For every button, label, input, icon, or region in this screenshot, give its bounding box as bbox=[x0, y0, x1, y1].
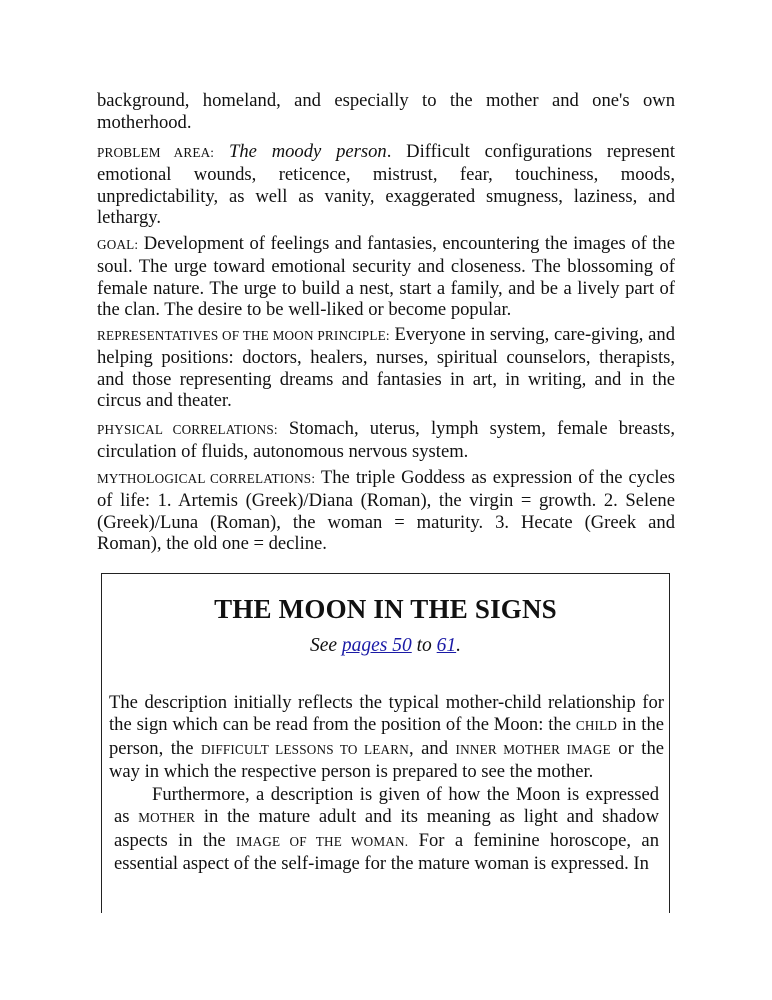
see-text: See bbox=[309, 635, 337, 656]
goal-label: GOAL: bbox=[97, 237, 139, 252]
paragraph-goal bbox=[97, 233, 675, 321]
problem-area-label: PROBLEM AREA: bbox=[97, 145, 215, 160]
moon-in-signs-box bbox=[101, 573, 670, 913]
physical-correlations-label: PHYSICAL CORRELATIONS: bbox=[97, 422, 278, 437]
paragraph-text: . Difficult configurations represent emotional wounds, reticence, mistrust, fear, touchiness, moods, unpredictability, as well as vanity, exaggerated smugness, laziness, and lethargy. bbox=[97, 141, 676, 229]
representatives-label: REPRESENTATIVES OF THE MOON PRINCIPLE: bbox=[97, 328, 390, 343]
text-run: in the person, the bbox=[109, 714, 665, 759]
paragraph-text: background, homeland, and especially to the mother and one's own motherhood. bbox=[97, 90, 675, 133]
text-run: , and bbox=[408, 737, 448, 759]
moody-person-heading: The moody person bbox=[229, 141, 387, 162]
pages-50-link[interactable]: pages 50 bbox=[341, 635, 412, 656]
inner-mother-image-term: INNER MOTHER IMAGE bbox=[455, 741, 611, 757]
box-paragraph-1 bbox=[109, 692, 664, 783]
paragraph-problem-area bbox=[97, 141, 675, 229]
paragraph-mythological bbox=[97, 467, 675, 555]
text-run: The description initially reflects the typical mother-child relationship for the sign which can be read from the position of the Moon: the bbox=[109, 692, 664, 736]
mythological-correlations-label: MYTHOLOGICAL CORRELATIONS: bbox=[97, 471, 316, 486]
text-run: or the way in which the respective person is prepared to see the mother. bbox=[109, 737, 665, 782]
paragraph-text: The triple Goddess as expression of the cycles of life: 1. Artemis (Greek)/Diana (Roman), the virgin = growth. 2. Selene (Greek)/Luna (Roman), the woman = maturity. 3. Hecate (Greek and Roman), the old one = decline. bbox=[97, 467, 676, 555]
paragraph-representatives bbox=[97, 324, 675, 412]
text-run: in the mature adult and its meaning as light and shadow aspects in the bbox=[114, 806, 659, 851]
page-61-link[interactable]: 61 bbox=[436, 635, 457, 656]
child-term: CHILD bbox=[575, 718, 618, 734]
paragraph-text: Development of feelings and fantasies, encountering the images of the soul. The urge toward emotional security and closeness. The blossoming of female nature. The urge to build a nest, start a family, and be a lively part of the clan. The desire to be well-liked or become popular. bbox=[97, 233, 675, 321]
text-run: Furthermore, a description is given of how the Moon is expressed as bbox=[114, 784, 659, 828]
mother-term: MOTHER bbox=[138, 810, 196, 826]
difficult-lessons-term: DIFFICULT LESSONS TO LEARN bbox=[201, 741, 409, 757]
box-title: THE MOON IN THE SIGNS bbox=[214, 594, 557, 624]
page-reference bbox=[102, 635, 669, 657]
box-paragraph-2 bbox=[114, 784, 659, 875]
text-run: For a feminine horoscope, an essential aspect of the self-image for the mature woman is expressed. In bbox=[114, 829, 659, 874]
paragraph-text: Everyone in serving, care-giving, and helping positions: doctors, healers, nurses, spiritual counselors, therapists, and those representing dreams and fantasies in art, in writing, and in the circus and theater. bbox=[97, 324, 675, 412]
image-of-woman-term: IMAGE OF THE WOMAN. bbox=[236, 833, 409, 849]
paragraph-physical bbox=[97, 418, 675, 463]
paragraph-intro bbox=[97, 90, 675, 134]
to-text: to bbox=[416, 635, 432, 656]
period-text: . bbox=[456, 635, 462, 656]
paragraph-text: Stomach, uterus, lymph system, female breasts, circulation of fluids, autonomous nervous system. bbox=[97, 418, 676, 462]
